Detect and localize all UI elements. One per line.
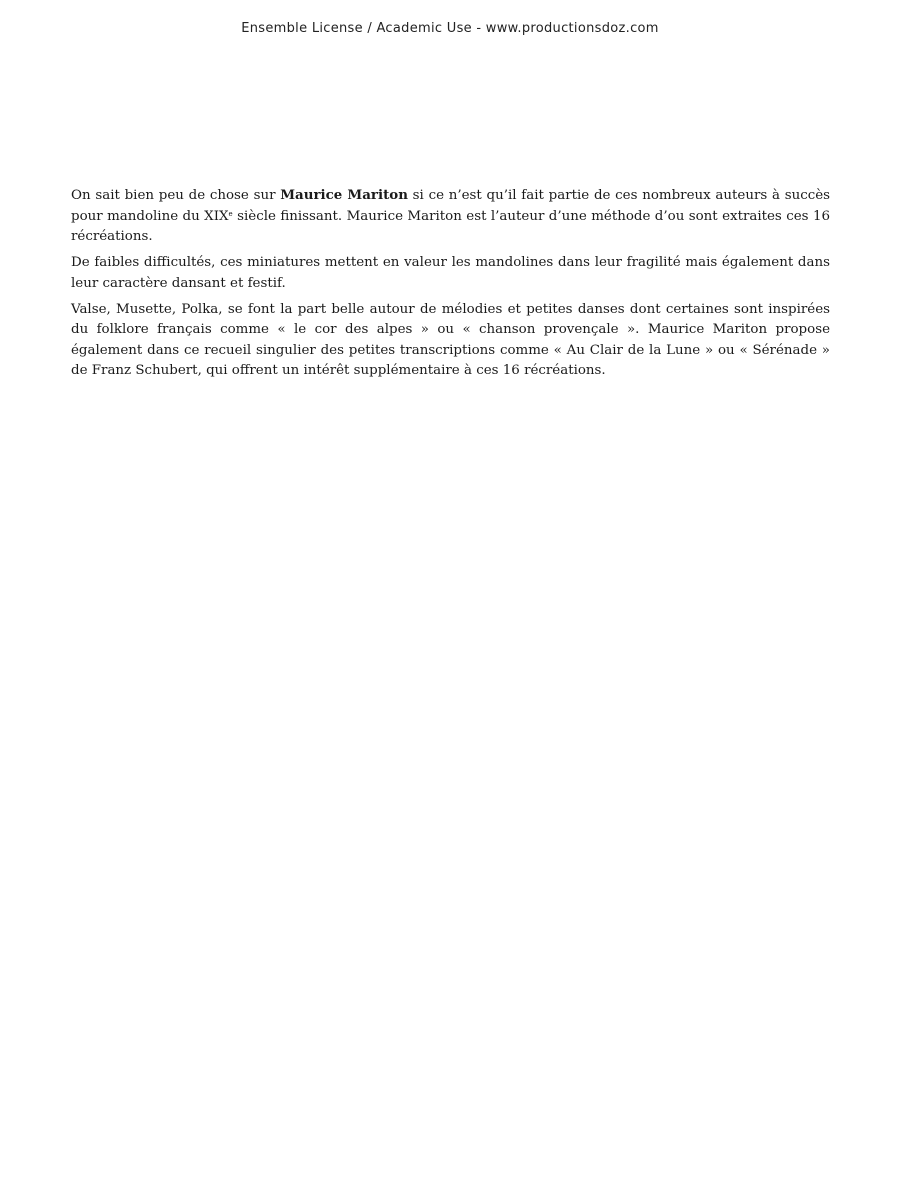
p1-after-name: si ce n’est qu’il fait partie de ces nombreux auteurs à succès pour mandoline du XIX — [71, 188, 830, 224]
paragraph-1 — [71, 185, 830, 248]
paragraph-2: De faibles difficultés, ces miniatures mettent en valeur les mandolines dans leur fragilité mais également dans leur caractère dansant et festif. — [71, 255, 830, 291]
century-superscript: e — [228, 209, 233, 218]
author-name: Maurice Mariton — [280, 187, 408, 203]
intro-text — [71, 185, 830, 387]
paragraph-3: Valse, Musette, Polka, se font la part belle autour de mélodies et petites danses dont certaines sont inspirées du folklore français comme « le cor des alpes » ou « chanson provençale ». Maurice Mariton propose également dans ce recueil singulier des petites transcriptions comme « Au Clair de la Lune » ou « Sérénade » de Franz Schubert, qui offrent un intérêt supplémentaire à ces 16 récréations. — [71, 301, 830, 378]
p1-before-name: On sait bien peu de chose sur — [71, 188, 281, 203]
license-header: Ensemble License / Academic Use - www.productionsdoz.com — [241, 21, 659, 36]
p1-end: siècle finissant. Maurice Mariton est l’auteur d’une méthode d’ou sont extraites ces 16 récréations. — [71, 208, 830, 244]
